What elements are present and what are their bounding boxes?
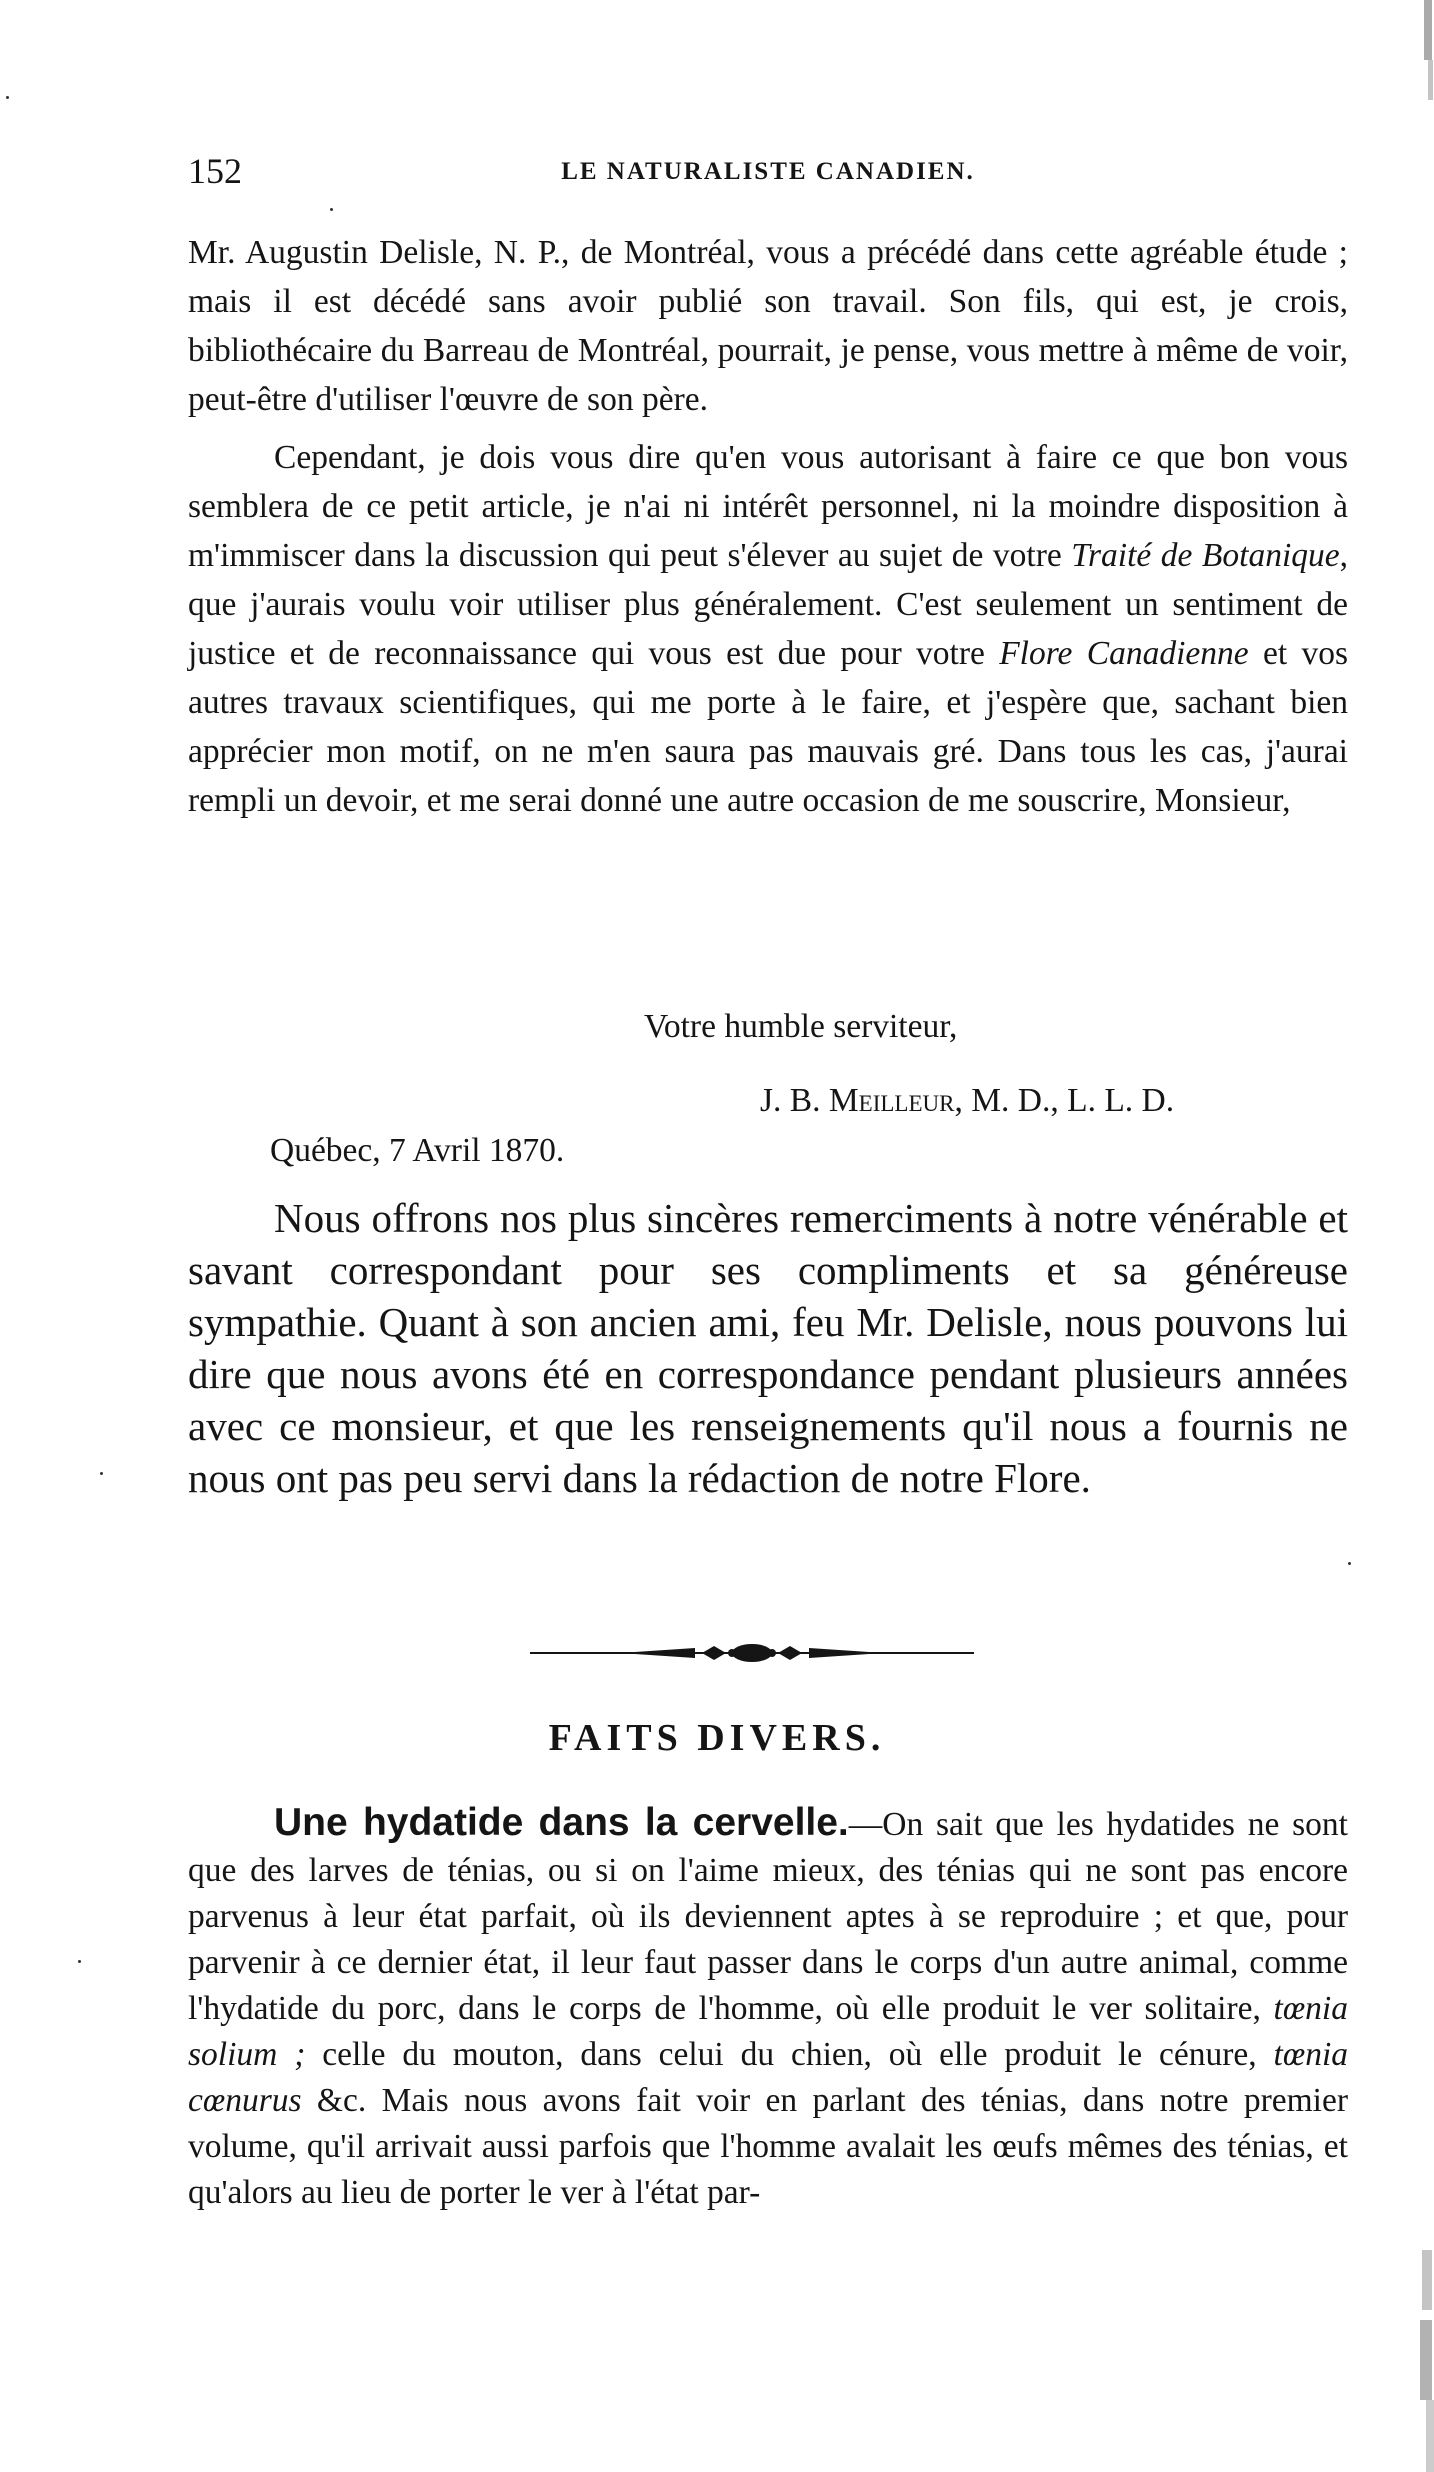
scan-speck [1348, 1562, 1351, 1565]
signature-initials: J. B. [760, 1082, 829, 1119]
species-name: tœnia cœnurus [188, 2036, 1349, 2119]
place-date: Québec, 7 Avril 1870. [270, 1132, 565, 1169]
letter-text: , que j'aurais voulu voir utiliser plus généralement. C'est seulement un sentiment de justice et de reconnaissance qui vous est due pour votre [188, 537, 1348, 672]
faits-paragraph [188, 1800, 1348, 2216]
signature-name: Meilleur [828, 1082, 955, 1119]
letter-paragraph-2 [188, 433, 1348, 825]
scan-speck [100, 1472, 103, 1475]
page-header [188, 150, 1348, 200]
editor-note-text: Nous offrons nos plus sincères remerciments à notre vénérable et savant correspondant pour ses compliments et sa généreuse sympathie. Quant à son ancien ami, feu Mr. Delisle, nous pouvons lui dire que nous avons été en correspondance pendant plusieurs années avec ce monsieur, et que les renseignements qu'il nous a fournis ne nous ont pas peu servi dans la rédaction de notre Flore. [188, 1195, 1348, 1501]
article-heading: Une hydatide dans la cervelle. [274, 1801, 849, 1844]
signature [760, 1082, 1174, 1120]
article-text: celle du mouton, dans celui du chien, où elle produit le cénure, [305, 2036, 1274, 2073]
scan-speck [6, 96, 9, 99]
faits-divers-body [188, 1800, 1348, 2216]
book-title-traite: Traité de Botanique [1071, 537, 1340, 574]
letter-paragraph-1: Mr. Augustin Delisle, N. P., de Montréal, vous a précédé dans cette agréable étude ; mais il est décédé sans avoir publié son travail. Son fils, qui est, je crois, bibliothécaire du Barreau de Montréal, pourrait, je pense, vous mettre à même de voir, peut-être d'utiliser l'œuvre de son père. [188, 234, 1348, 418]
section-divider-ornament [530, 1640, 974, 1666]
page-edge-noise [1402, 0, 1434, 2472]
signature-titles: , M. D., L. L. D. [954, 1082, 1175, 1119]
letter-body [188, 228, 1348, 825]
running-title: LE NATURALISTE CANADIEN. [561, 158, 975, 185]
article-text: &c. Mais nous avons fait voir en parlant des ténias, dans notre premier volume, qu'il arrivait aussi parfois que l'homme avalait les œufs mêmes des ténias, et qu'alors au lieu de porter le ver à l'état par- [188, 2082, 1348, 2211]
editor-note [188, 1192, 1348, 1504]
section-title: FAITS DIVERS. [548, 1717, 886, 1759]
letter-text: et vos autres travaux scientifiques, qui me porte à le faire, et j'espère que, sachant bien apprécier mon motif, on ne m'en saura pas mauvais gré. Dans tous les cas, j'aurai rempli un devoir, et me serai donné une autre occasion de me souscrire, Monsieur, [188, 635, 1348, 819]
page-number: 152 [188, 151, 242, 191]
letter-text: Cependant, je dois vous dire qu'en vous autorisant à faire ce que bon vous semblera de ce petit article, je n'ai ni intérêt personnel, ni la moindre disposition à m'immiscer dans la discussion qui peut s'élever au sujet de votre [188, 439, 1348, 574]
scan-speck [78, 1960, 81, 1963]
book-title-flore: Flore Canadienne [999, 635, 1249, 672]
letter-closing: Votre humble serviteur, [644, 1008, 958, 1045]
scan-speck [330, 208, 333, 211]
species-name: tœnia solium ; [188, 1990, 1348, 2073]
article-text: —On sait que les hydatides ne sont que des larves de ténias, ou si on l'aime mieux, des ténias qui ne sont pas encore parvenus à leur état parfait, où ils deviennent aptes à se reproduire ; et que, pour parvenir à ce dernier état, il leur faut passer dans le corps d'un autre animal, comme l'hydatide du porc, dans le corps de l'homme, où elle produit le ver solitaire, [188, 1806, 1348, 2027]
